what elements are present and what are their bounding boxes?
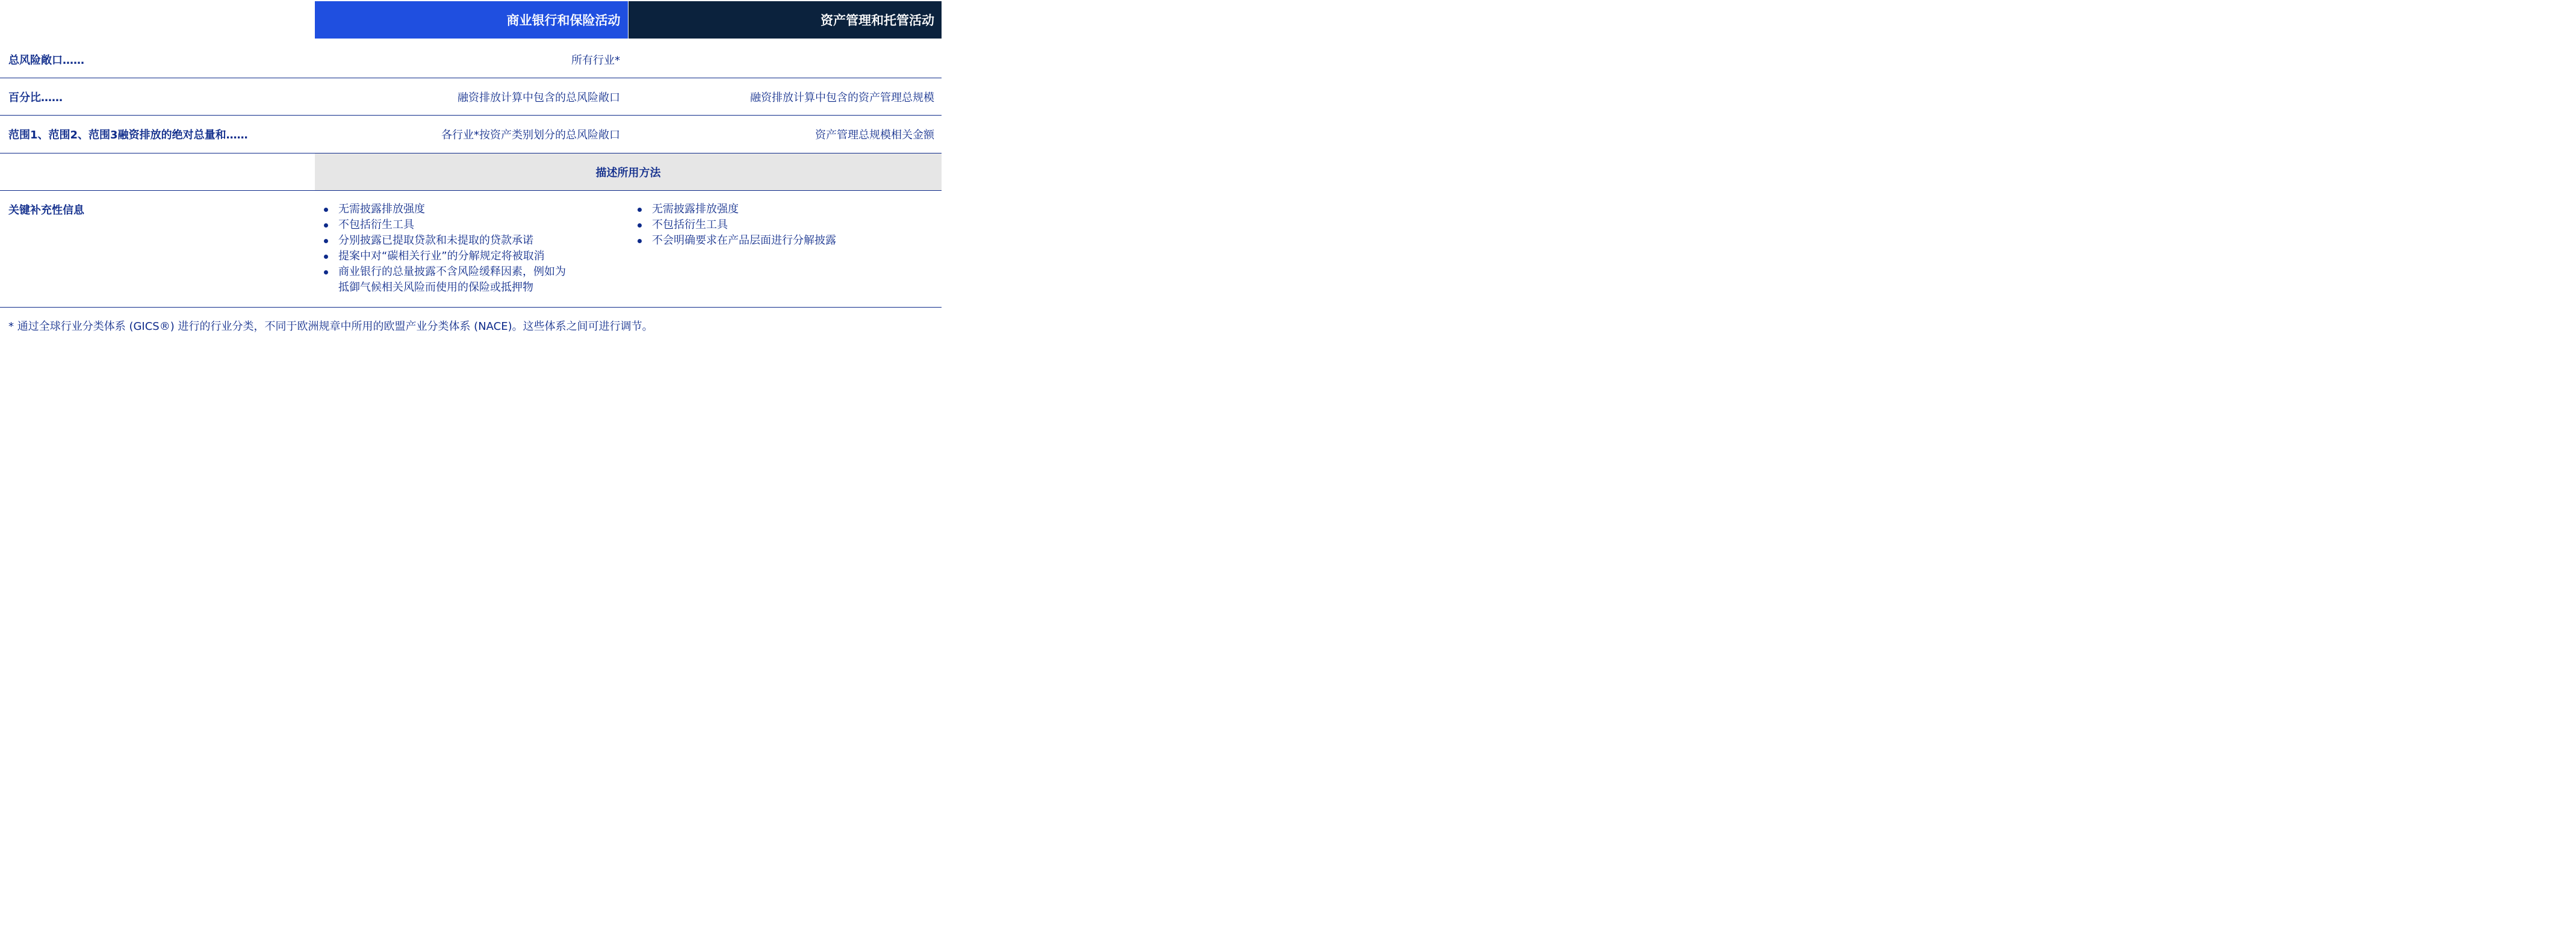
list-item: 无需披露排放强度: [635, 202, 836, 217]
list-item: [321, 264, 566, 296]
key-info-banking-list: [321, 202, 566, 296]
cell-percentage-banking: 融资排放计算中包含的总风险敞口: [458, 91, 620, 104]
table-row-key-info: [0, 191, 942, 308]
list-item: 分别披露已提取贷款和未提取的贷款承诺: [321, 233, 566, 249]
key-info-asset-mgmt-list: [635, 202, 836, 249]
list-item: 提案中对“碳相关行业”的分解规定将被取消: [321, 249, 566, 264]
table-row-percentage: [0, 78, 942, 116]
column-header-banking-insurance-label: 商业银行和保险活动: [506, 13, 621, 28]
column-header-banking-insurance: [315, 1, 628, 39]
table-header: [315, 1, 942, 39]
row-label-key-info: 关键补充性信息: [8, 204, 84, 217]
cell-percentage-asset-mgmt: 融资排放计算中包含的资产管理总规模: [750, 91, 934, 104]
cell-scope-sum-banking: 各行业*按资产类别划分的总风险敞口: [441, 129, 620, 141]
column-header-asset-management-label: 资产管理和托管活动: [821, 13, 934, 28]
list-item: 不包括衍生工具: [321, 217, 566, 233]
row-label-scope-sum: 范围1、范围2、范围3融资排放的绝对总量和……: [8, 129, 248, 141]
footnote: * 通过全球行业分类体系 (GICS®) 进行的行业分类，不同于欧洲规章中所用的欧盟产业分类体系 (NACE)。这些体系之间可进行调节。: [8, 320, 653, 333]
table-row-method: [0, 153, 942, 191]
cell-total-exposure-banking: 所有行业*: [571, 54, 620, 67]
list-item: 无需披露排放强度: [321, 202, 566, 217]
list-item: 不会明确要求在产品层面进行分解披露: [635, 233, 836, 249]
list-item: 不包括衍生工具: [635, 217, 836, 233]
column-header-asset-management: [628, 1, 942, 39]
list-item-line-2: 抵御气候相关风险而使用的保险或抵押物: [338, 281, 533, 294]
comparison-table: [0, 0, 944, 346]
method-band: [315, 153, 942, 190]
cell-scope-sum-asset-mgmt: 资产管理总规模相关金额: [815, 129, 934, 141]
table-row-scope-sum: [0, 116, 942, 153]
table-row-total-exposure: [0, 40, 942, 78]
row-label-percentage: 百分比……: [8, 91, 63, 104]
list-item-line-1: 商业银行的总量披露不含风险缓释因素，例如为: [338, 265, 566, 278]
row-label-total-exposure: 总风险敞口……: [8, 54, 84, 67]
method-band-label: 描述所用方法: [595, 166, 661, 179]
